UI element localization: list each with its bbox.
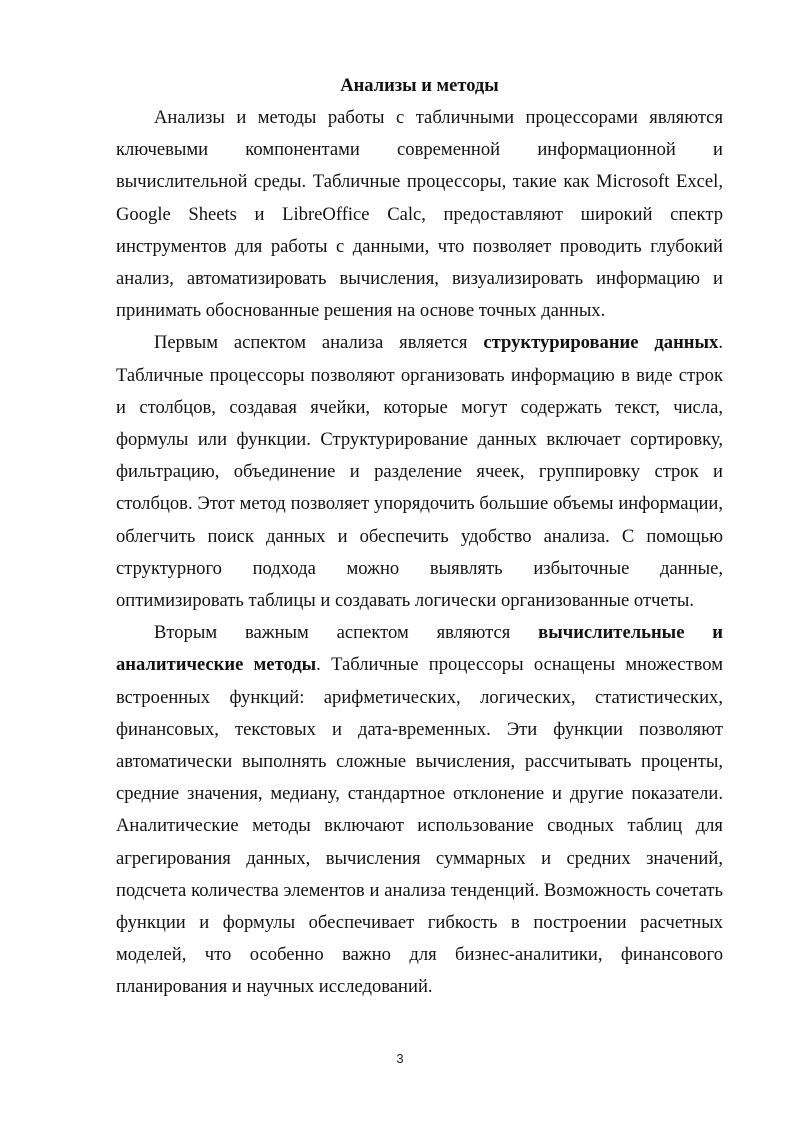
paragraph-text: Анализы и методы работы с табличными процессорами являются ключевыми компонентами современной информационной и вычислительной среды. Табличные процессоры, такие как Microsoft Excel, Google Sheets и LibreOffice Calc, предоставляют широкий спектр инструментов для работы с данными, что позволяет проводить глубокий анализ, автоматизировать вычисления, визуализировать информацию и принимать обоснованные решения на основе точных данных. bbox=[116, 107, 723, 322]
section-title: Анализы и методы bbox=[340, 76, 499, 96]
bold-term: структурирование данных bbox=[483, 332, 719, 354]
bold-term: вычислительные и аналитические методы bbox=[116, 622, 723, 676]
paragraph-intro bbox=[116, 102, 723, 327]
paragraph-text: . Табличные процессоры позволяют организовать информацию в виде строк и столбцов, создавая ячейки, которые могут содержать текст, числа, формулы или функции. Структурирование данных включает сортировку, фильтрацию, объединение и разделение ячеек, группировку строк и столбцов. Этот метод позволяет упорядочить большие объемы информации, облегчить поиск данных и обеспечить удобство анализа. С помощью структурного подхода можно выявлять избыточные данные, оптимизировать таблицы и создавать логически организованные отчеты. bbox=[116, 332, 723, 612]
paragraph-text: . Табличные процессоры оснащены множеством встроенных функций: арифметических, логических, статистических, финансовых, текстовых и дата-временных. Эти функции позволяют автоматически выполнять сложные вычисления, рассчитывать проценты, средние значения, медиану, стандартное отклонение и другие показатели. Аналитические методы включают использование сводных таблиц для агрегирования данных, вычисления суммарных и средних значений, подсчета количества элементов и анализа тенденций. Возможность сочетать функции и формулы обеспечивает гибкость в построении расчетных моделей, что особенно важно для бизнес-аналитики, финансового планирования и научных исследований. bbox=[116, 654, 723, 998]
paragraph-text: Первым аспектом анализа является bbox=[154, 332, 484, 354]
page-content bbox=[116, 74, 723, 1004]
paragraph-text: Вторым важным аспектом являются bbox=[154, 622, 539, 644]
paragraph-computational bbox=[116, 617, 723, 1003]
paragraph-structuring bbox=[116, 327, 723, 617]
page-number: 3 bbox=[396, 1051, 404, 1066]
